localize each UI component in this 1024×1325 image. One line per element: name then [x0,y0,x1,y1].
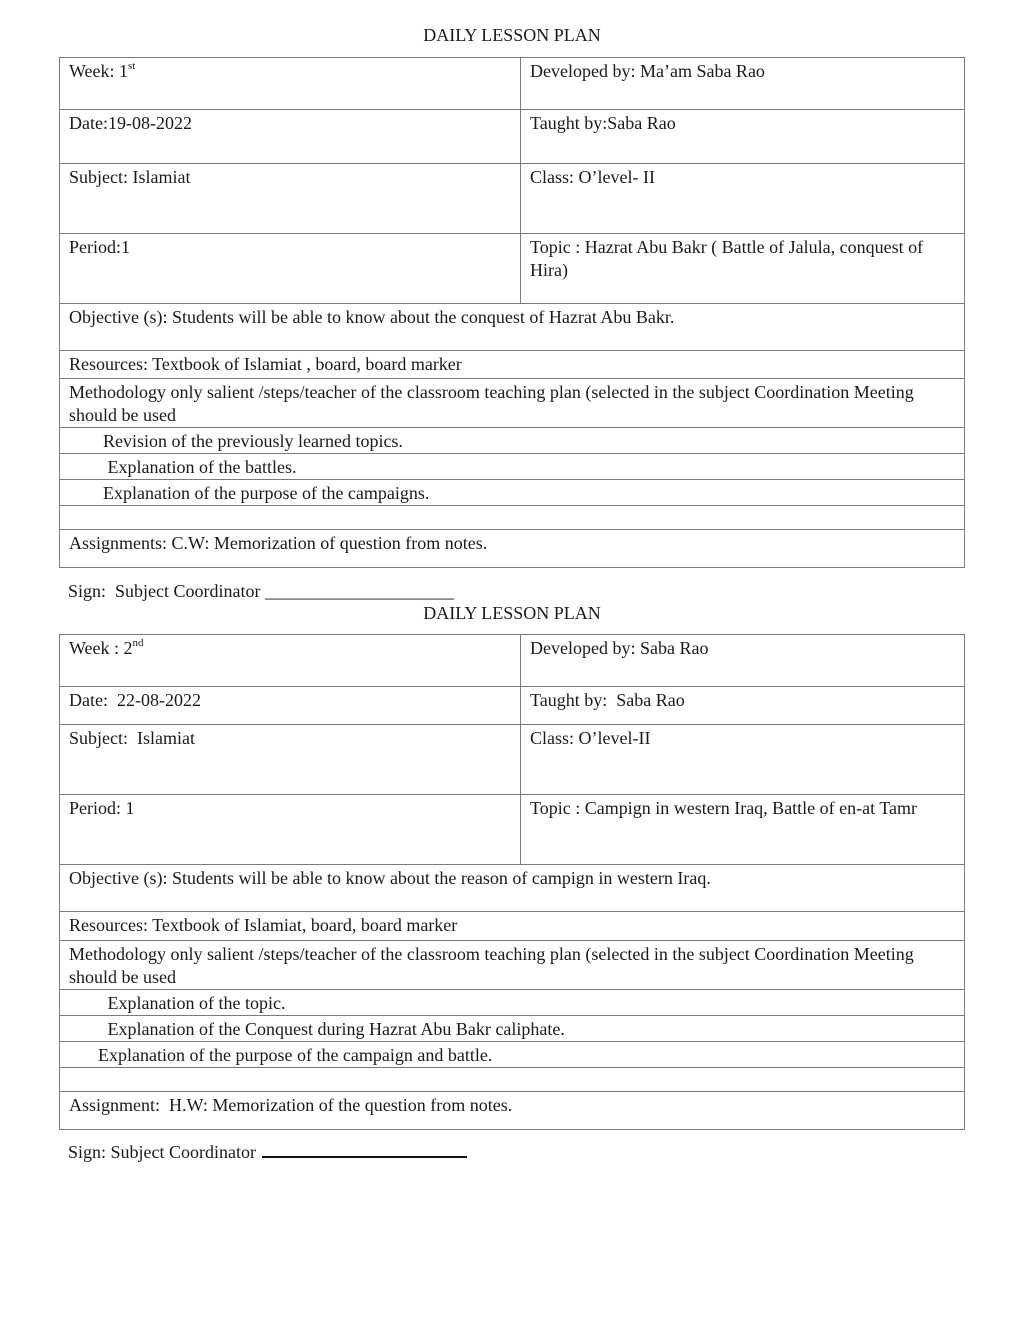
date-cell: Date: 22-08-2022 [60,687,521,725]
signature-line: _____________________ [265,581,454,601]
table-row [60,454,965,480]
objective-cell: Objective (s): Students will be able to know about the reason of campign in western Iraq. [60,865,965,912]
resources-cell: Resources: Textbook of Islamiat , board, board marker [60,351,965,379]
table-row [60,304,965,351]
week-label: Week : 2 [69,638,133,658]
table-row [60,865,965,912]
step-item: Explanation of the purpose of the campaigns. [60,480,965,506]
plan-1-table [59,57,965,568]
subject-cell: Subject: Islamiat [60,725,521,795]
signature-line [262,1142,467,1158]
table-row [60,941,965,990]
empty-row-cell [60,1068,965,1092]
objective-cell: Objective (s): Students will be able to know about the conquest of Hazrat Abu Bakr. [60,304,965,351]
week-cell [60,635,521,687]
table-row [60,795,965,865]
developed-by-cell: Developed by: Saba Rao [521,635,965,687]
table-row [60,635,965,687]
taught-by-cell: Taught by: Saba Rao [521,687,965,725]
table-row [60,506,965,530]
empty-row-cell [60,506,965,530]
methodology-cell: Methodology only salient /steps/teacher of the classroom teaching plan (selected in the subject Coordination Meeting should be used [60,941,965,990]
table-row [60,530,965,568]
table-row [60,1092,965,1130]
step-item: Explanation of the battles. [60,454,965,480]
table-row [60,58,965,110]
plan-2-title: DAILY LESSON PLAN [423,603,601,623]
week-cell [60,58,521,110]
plan-1-title: DAILY LESSON PLAN [423,25,601,45]
table-row [60,480,965,506]
plan-1-signature [68,580,454,602]
taught-by-cell: Taught by:Saba Rao [521,110,965,164]
plan-2-signature [68,1141,467,1163]
table-row [60,164,965,234]
resources-cell: Resources: Textbook of Islamiat, board, board marker [60,912,965,941]
step-item: Explanation of the purpose of the campaign and battle. [60,1042,965,1068]
subject-cell: Subject: Islamiat [60,164,521,234]
table-row [60,1042,965,1068]
assignment-cell: Assignment: H.W: Memorization of the question from notes. [60,1092,965,1130]
class-cell: Class: O’level- II [521,164,965,234]
table-row [60,428,965,454]
step-item: Explanation of the topic. [60,990,965,1016]
date-cell: Date:19-08-2022 [60,110,521,164]
assignment-cell: Assignments: C.W: Memorization of question from notes. [60,530,965,568]
step-item: Explanation of the Conquest during Hazrat Abu Bakr caliphate. [60,1016,965,1042]
period-cell: Period:1 [60,234,521,304]
week-suffix: st [128,60,136,72]
table-row [60,110,965,164]
plan-2-table [59,634,965,1130]
topic-cell: Topic : Campign in western Iraq, Battle of en-at Tamr [521,795,965,865]
developed-by-cell: Developed by: Ma’am Saba Rao [521,58,965,110]
week-label: Week: 1 [69,61,129,81]
class-cell: Class: O’level-II [521,725,965,795]
methodology-cell: Methodology only salient /steps/teacher of the classroom teaching plan (selected in the subject Coordination Meeting should be used [60,379,965,428]
table-row [60,990,965,1016]
table-row [60,912,965,941]
step-item: Revision of the previously learned topics. [60,428,965,454]
table-row [60,1016,965,1042]
table-row [60,379,965,428]
signature-label: Sign: Subject Coordinator [68,1142,256,1162]
topic-cell: Topic : Hazrat Abu Bakr ( Battle of Jalula, conquest of Hira) [521,234,965,304]
table-row [60,725,965,795]
table-row [60,687,965,725]
week-suffix: nd [132,637,144,649]
period-cell: Period: 1 [60,795,521,865]
table-row [60,1068,965,1092]
table-row [60,351,965,379]
table-row [60,234,965,304]
signature-label: Sign: Subject Coordinator [68,581,265,601]
